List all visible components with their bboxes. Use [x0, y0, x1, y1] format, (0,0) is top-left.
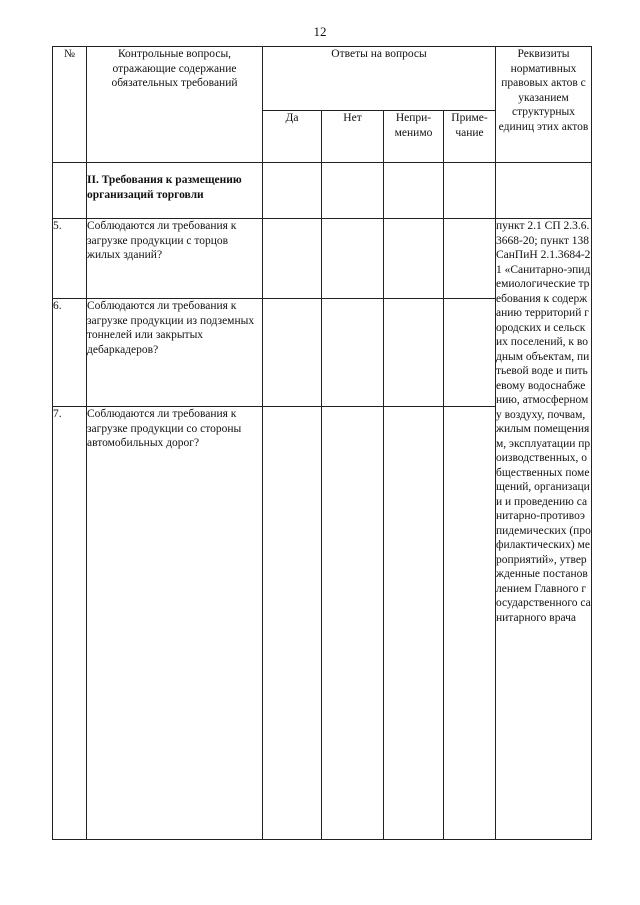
answer-yes-cell[interactable]: [263, 219, 322, 299]
table-row: [53, 219, 592, 299]
row-question: Соблюдаются ли требования к загрузке продукции из подземных тоннелей или закрытых дебаркадеров?: [87, 299, 263, 407]
answer-no-cell[interactable]: [322, 163, 384, 219]
header-note: Приме-чание: [444, 111, 496, 163]
header-number: №: [53, 47, 87, 163]
answer-no-cell[interactable]: [322, 407, 384, 840]
header-requisites: Реквизиты нормативных правовых актов с указанием структурных единиц этих актов: [496, 47, 592, 163]
section-requisites-cell: [496, 163, 592, 219]
row-number: 5.: [53, 219, 87, 299]
answer-no-cell[interactable]: [322, 299, 384, 407]
header-answers: Ответы на вопросы: [263, 47, 496, 111]
answer-na-cell[interactable]: [384, 407, 444, 840]
section-row: [53, 163, 592, 219]
section-title: II. Требования к размещению организаций торговли: [87, 163, 263, 219]
answer-yes-cell[interactable]: [263, 163, 322, 219]
answer-na-cell[interactable]: [384, 163, 444, 219]
header-yes: Да: [263, 111, 322, 163]
row-question: Соблюдаются ли требования к загрузке продукции с торцов жилых зданий?: [87, 219, 263, 299]
answer-na-cell[interactable]: [384, 219, 444, 299]
answer-na-cell[interactable]: [384, 299, 444, 407]
answer-yes-cell[interactable]: [263, 299, 322, 407]
row-number: 7.: [53, 407, 87, 840]
header-questions: Контрольные вопросы, отражающие содержание обязательных требований: [87, 47, 263, 163]
header-not-applicable: Непри-менимо: [384, 111, 444, 163]
answer-note-cell[interactable]: [444, 163, 496, 219]
page-number: 12: [313, 24, 327, 39]
answer-note-cell[interactable]: [444, 299, 496, 407]
row-question: Соблюдаются ли требования к загрузке продукции со стороны автомобильных дорог?: [87, 407, 263, 840]
requisites-cell: пункт 2.1 СП 2.3.6.3668-20; пункт 138 СанПиН 2.1.3684-21 «Санитарно-эпидемиологические требования к содержанию территорий городских и сельских поселений, к водным объектам, питьевой воде и питьевому водоснабжению, атмосферному воздуху, почвам, жилым помещениям, эксплуатации производственных, общественных помещений, организации и проведению санитарно-противоэпидемических (профилактических) мероприятий», утвержденные постановлением Главного государственного санитарного врача: [496, 219, 592, 840]
header-no: Нет: [322, 111, 384, 163]
answer-no-cell[interactable]: [322, 219, 384, 299]
answer-yes-cell[interactable]: [263, 407, 322, 840]
answer-note-cell[interactable]: [444, 219, 496, 299]
row-number: 6.: [53, 299, 87, 407]
checklist-table: [52, 46, 592, 840]
answer-note-cell[interactable]: [444, 407, 496, 840]
section-number-cell: [53, 163, 87, 219]
